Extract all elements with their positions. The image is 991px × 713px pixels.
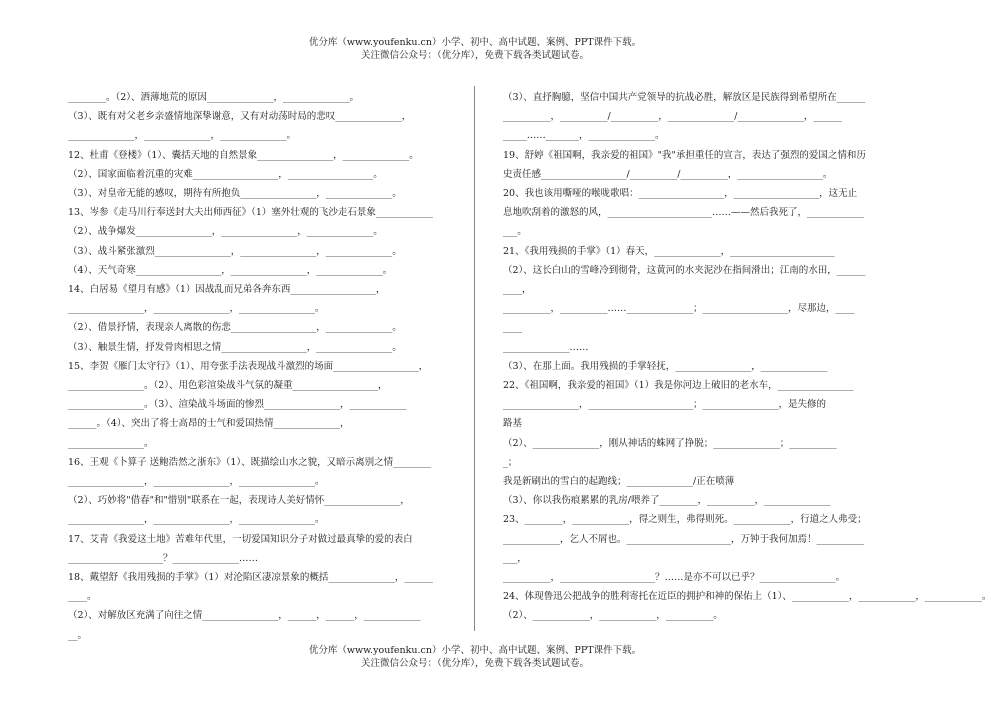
text-line: ______________，______________，______________。 [68, 130, 297, 142]
text-line: 息地吹刮着的激怒的风，______________________……——然后我死了，____________ [503, 207, 865, 219]
text-line: 18、戴望舒《我用残损的手掌》（1）对沦陷区凄凉景象的概括______________，______ [68, 572, 433, 584]
text-line: 21、《我用残损的手掌》（1）春天，______________，______________________ [503, 245, 835, 257]
text-line: 16、王观《卜算子 送鲍浩然之浙东》（1）、既描绘山水之貌，又暗示离别之情________ [68, 456, 432, 468]
text-line: ________________。（3）、渲染战斗场面的惨烈________________，____________ [68, 399, 407, 411]
text-line: （2）、对解放区充满了向往之情________________，______，______，____________ [68, 610, 421, 622]
text-line: （3）、触景生情，抒发骨肉相思之情__________________，________________。 [68, 341, 402, 353]
text-line: （4）、天气奇寒__________________，________________，______________。 [68, 264, 393, 276]
footer-line-2: 关注微信公众号：（优分库），免费下载各类试题试卷。 [360, 658, 589, 669]
text-line: （2）、这长白山的雪峰冷到彻骨，这黄河的水夹泥沙在指间滑出；江南的水田，______ [503, 264, 866, 276]
text-line: ________。（2）、洒薄地荒的原因______________，______________。 [68, 92, 360, 103]
left-column [68, 88, 458, 645]
text-line: 路基 [503, 418, 523, 430]
text-line: _； [503, 456, 518, 468]
page-header [0, 36, 950, 62]
text-line: ________________。（2）、用色彩渲染战斗气氛的凝重__________________， [68, 380, 388, 392]
text-line: ______________…… [503, 341, 589, 353]
text-line: ____________，乞人不屑也。______________________，万钟于我何加焉！__________ [503, 533, 865, 545]
text-line: 史责任感__________________/__________/__________，__________________。 [503, 168, 833, 180]
text-line: （3）、直抒胸臆，坚信中国共产党领导的抗战必胜，解放区是民族得到希望所在______ [503, 92, 866, 103]
column-divider [474, 86, 475, 631]
text-line: （3）、你以我伤痕累累的乳房/喂养了________，__________，______________ [503, 495, 831, 507]
text-line: ________________，______________________；________________，是失修的 [503, 399, 827, 411]
text-line: （2）、借景抒情，表现亲人离散的伤悲__________________，______________。 [68, 322, 402, 334]
text-line: ________________，________________，________________。 [68, 476, 325, 488]
header-line-1: 优分库（www.youfenku.cn）小学、初中、高中试题、案例、PPT课件下载。 [308, 37, 642, 48]
footer-line-1: 优分库（www.youfenku.cn）小学、初中、高中试题、案例、PPT课件下载。 [308, 645, 642, 656]
text-line: 22、《祖国啊，我亲爱的祖国》（1）我是你河边上破旧的老水车，________________ [503, 380, 854, 392]
text-line: 我是新刷出的雪白的起跑线；______________/正在喷薄 [503, 476, 735, 488]
text-line: _____……_______，______________。 [503, 130, 665, 142]
text-line: ________________，________________，________________。 [68, 303, 325, 315]
text-line: 23、________，____________，得之则生，弗得则死。____________，行道之人弗受； [503, 514, 867, 526]
text-line: （3）、战斗紧张激烈________________，________________，______________。 [68, 245, 402, 257]
text-line: __________，____________________？……是亦不可以已乎？________________。 [503, 572, 846, 584]
text-line: 13、岑参《走马川行奉送封大夫出师西征》（1）塞外壮观的飞沙走石景象____________ [68, 207, 433, 219]
text-line: （2）、巧妙将"借春"和"惜别"联系在一起，表现诗人美好情怀________________， [68, 495, 410, 507]
text-line: 20、我也该用嘶哑的喉咙歌唱：__________________，__________________，这无止 [503, 188, 858, 200]
text-line: （3）、在那上面。我用残损的手掌轻抚，________________，______________ [503, 360, 828, 372]
text-line: 24、体现鲁迅公把战争的胜利寄托在近臣的拥护和神的保佑上（1）、____________，____________，____________。 [503, 591, 991, 603]
text-line: （2）、______________，刚从神话的蛛网了挣脱；______________；__________ [503, 437, 837, 449]
text-line: 15、李贺《雁门太守行》（1）、用夸张手法表现战斗激烈的场面__________________， [68, 360, 429, 372]
text-line: ___。 [503, 226, 527, 238]
right-column [503, 88, 991, 626]
text-line: ____ [503, 322, 522, 334]
header-line-2: 关注微信公众号：（优分库），免费下载各类试题试卷。 [360, 50, 589, 61]
page-footer [0, 644, 950, 670]
text-line: 12、杜甫《登楼》（1）、囊括天地的自然景象________________，______________。 [68, 149, 419, 161]
text-line: ____________________？______________…… [68, 552, 259, 564]
text-line: ________________，________________，________________。 [68, 514, 325, 526]
text-line: （3）、对皇帝无能的感叹，期待有所抱负________________，______________。 [68, 188, 402, 200]
text-line: ___， [503, 552, 527, 564]
text-line: （2）、____________，____________，__________。 [503, 610, 723, 622]
text-line: （2）、战争爆发________________，________________，______________。 [68, 226, 383, 238]
text-line: __。 [68, 629, 88, 641]
text-line: 17、艾青《我爱这土地》苦难年代里，一切爱国知识分子对做过最真挚的爱的表白 [68, 533, 413, 545]
text-line: ____， [503, 284, 532, 296]
text-line: ________________。 [68, 437, 154, 449]
text-line: （2）、国家面临着沉重的灾难__________________，__________________。 [68, 168, 383, 180]
text-line: ____。 [68, 591, 97, 603]
text-line: 19、舒婷《祖国啊，我亲爱的祖国》"我"承担重任的宣言，表达了强烈的爱国之情和历 [503, 149, 866, 161]
text-line: （3）、既有对父老乡亲盛情地深挚谢意，又有对动荡时局的悲叹______________， [68, 111, 412, 123]
text-line: ______。（4）、突出了将士高昂的士气和爱国热情______________， [68, 418, 350, 430]
text-line: 14、白居易《望月有感》（1）因战乱而兄弟各奔东西__________________， [68, 284, 386, 296]
text-line: __________，__________……______________；__________________，尽那边，____ [503, 303, 855, 315]
text-line: __________，__________/__________，______________/______________，______ [503, 111, 842, 123]
